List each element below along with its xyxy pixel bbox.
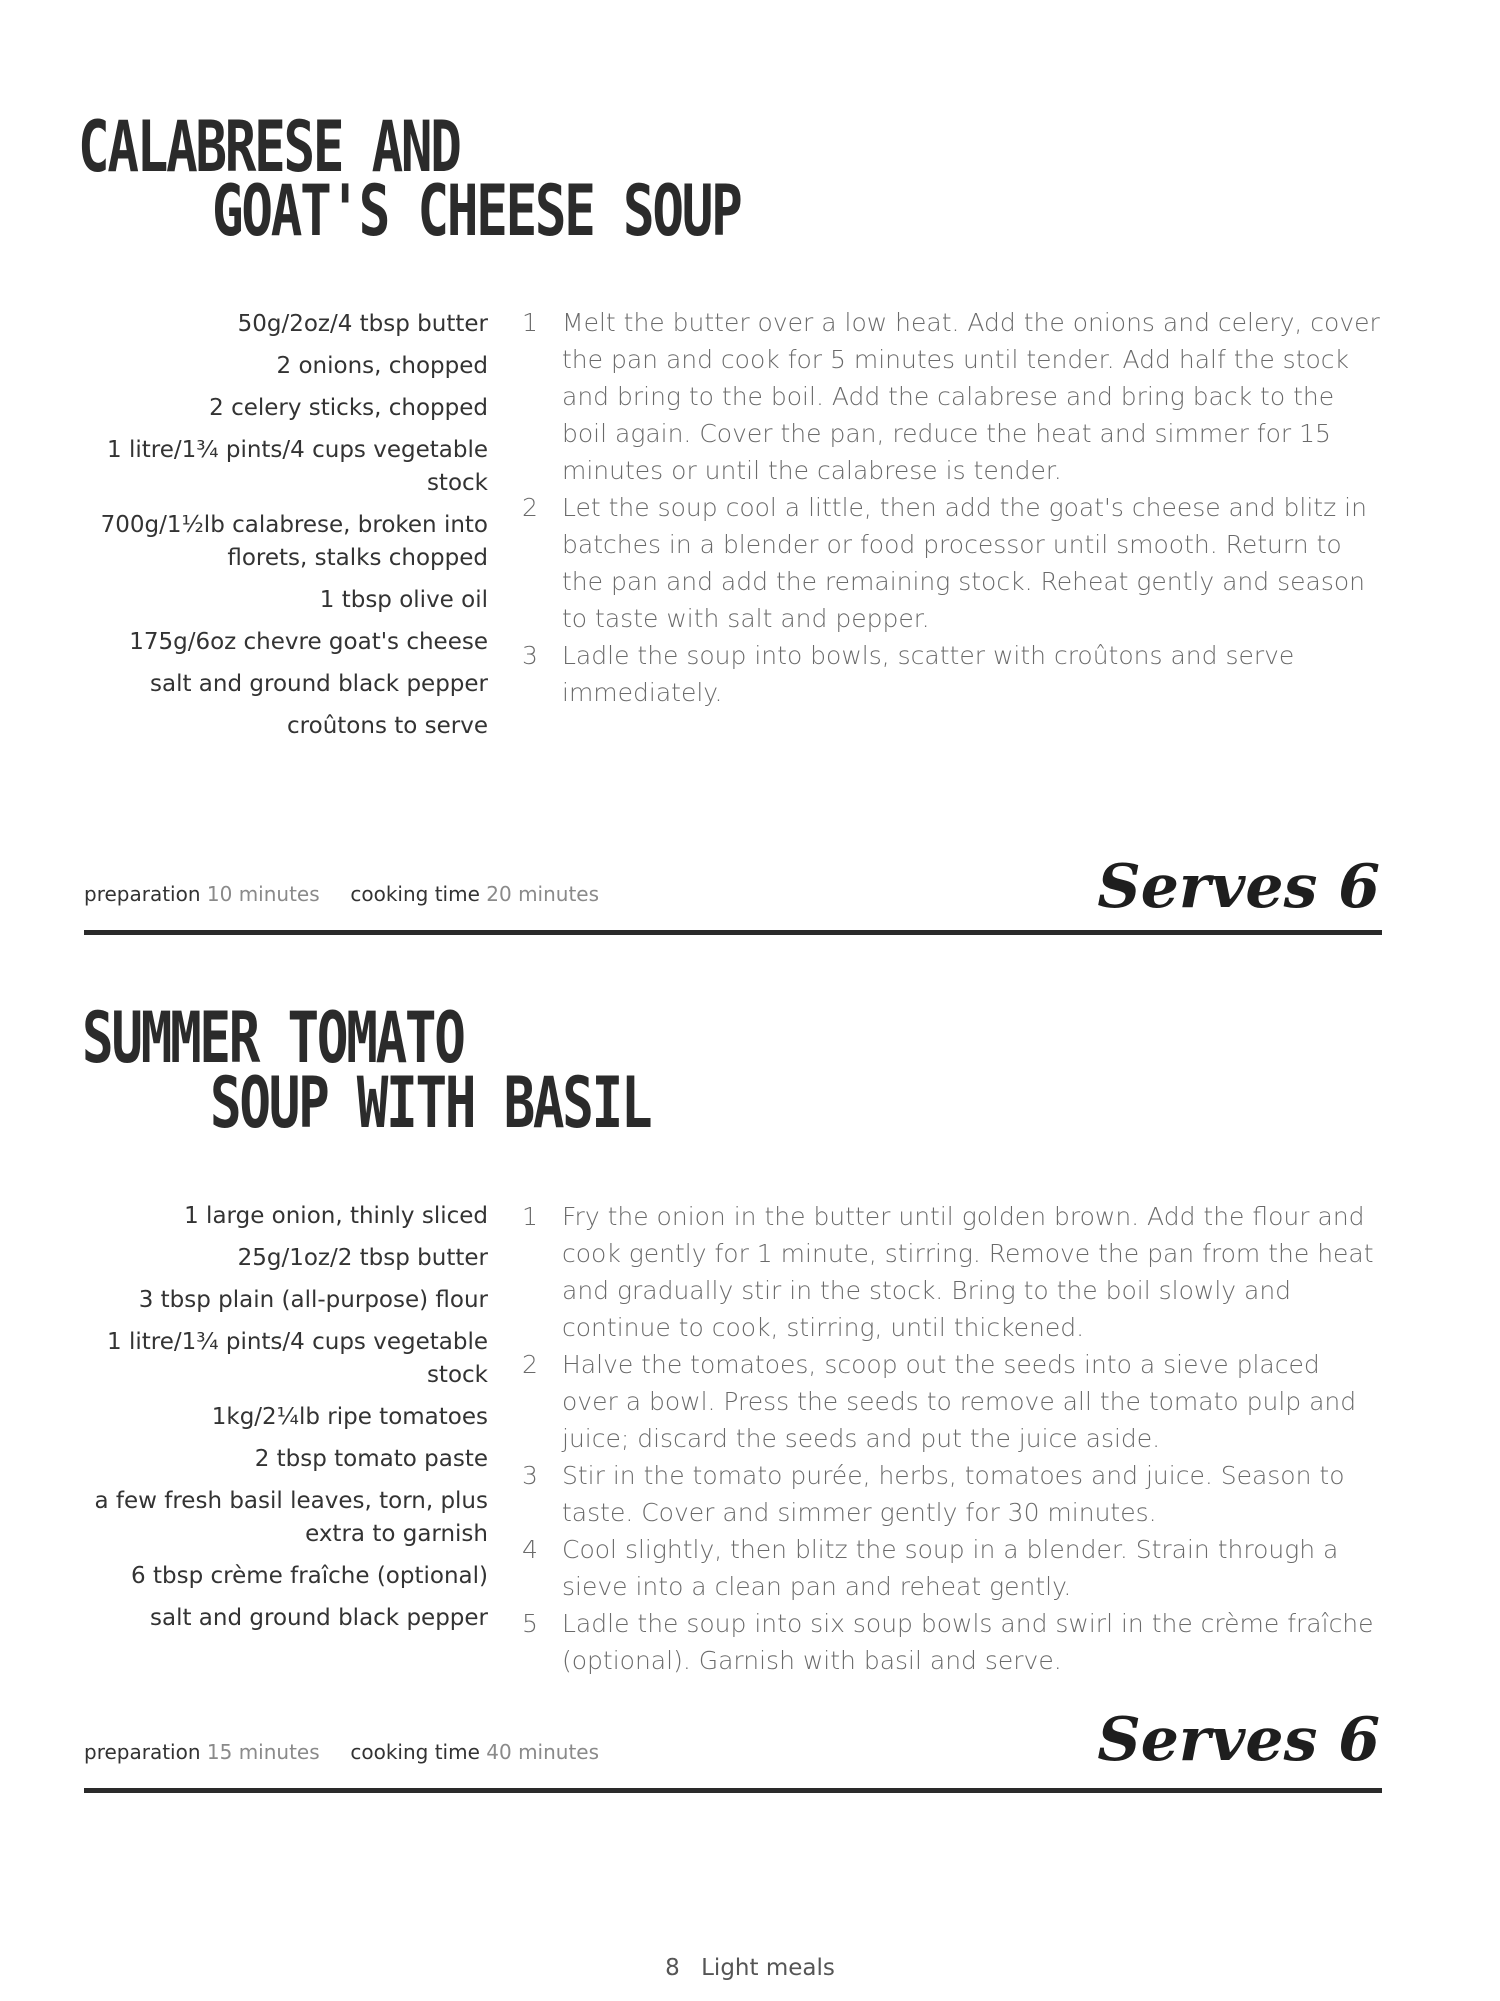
section-divider: [84, 930, 1382, 935]
ingredient-item: 175g/6oz chevre goat's cheese: [129, 629, 488, 655]
step-text: Ladle the soup into bowls, scatter with croûtons and serve immediately.: [562, 641, 1295, 707]
step-text: Halve the tomatoes, scoop out the seeds into a sieve placed over a bowl. Press the seeds to remove all the tomato pulp and juice; discard the seeds and put the juice aside.: [562, 1350, 1357, 1453]
page-number: 8: [665, 1955, 680, 1981]
step-number: 2: [522, 1350, 538, 1379]
recipe-title-line1: CALABRESE AND: [78, 106, 460, 188]
cooking-time-label: cooking time: [350, 1740, 480, 1764]
ingredient-item: croûtons to serve: [287, 713, 488, 739]
ingredient-item: 6 tbsp crème fraîche (optional): [131, 1563, 488, 1589]
ingredient-item: 1 litre/1¾ pints/4 cups vegetable stock: [107, 437, 488, 496]
preparation-label: preparation: [84, 882, 201, 906]
method-step: [522, 1605, 1382, 1679]
step-text: Cool slightly, then blitz the soup in a blender. Strain through a sieve into a clean pan and reheat gently.: [562, 1535, 1339, 1601]
recipe-calabrese-goats-cheese-soup: [0, 0, 1500, 960]
ingredient-item: salt and ground black pepper: [150, 671, 488, 697]
recipe-title-line1: SUMMER TOMATO: [82, 997, 464, 1079]
step-number: 1: [522, 1202, 538, 1231]
method-step: [522, 1531, 1382, 1605]
cooking-time-label: cooking time: [350, 882, 480, 906]
page-footer: [0, 1955, 1500, 1981]
timing-info: [84, 1740, 599, 1764]
preparation-label: preparation: [84, 1740, 201, 1764]
step-text: Stir in the tomato purée, herbs, tomatoes and juice. Season to taste. Cover and simmer gently for 30 minutes.: [562, 1461, 1345, 1527]
ingredient-item: 700g/1½lb calabrese, broken into florets, stalks chopped: [100, 512, 488, 571]
serves-count: Serves 6: [1097, 1705, 1380, 1775]
serves-count: Serves 6: [1097, 852, 1380, 922]
step-number: 2: [522, 493, 538, 522]
ingredient-item: 50g/2oz/4 tbsp butter: [237, 311, 488, 337]
step-number: 3: [522, 641, 538, 670]
method-step: [522, 489, 1382, 637]
recipe-title-line2: GOAT'S CHEESE SOUP: [212, 170, 741, 252]
ingredient-list: [70, 308, 488, 752]
method-steps: [522, 1198, 1382, 1679]
cooking-time-value: 20 minutes: [486, 882, 600, 906]
recipe-title-line2: SOUP WITH BASIL: [210, 1062, 651, 1144]
step-number: 3: [522, 1461, 538, 1490]
method-step: [522, 1198, 1382, 1346]
step-number: 4: [522, 1535, 538, 1564]
ingredient-item: 25g/1oz/2 tbsp butter: [237, 1245, 488, 1271]
ingredient-item: 1 litre/1¾ pints/4 cups vegetable stock: [107, 1329, 488, 1388]
step-number: 1: [522, 308, 538, 337]
method-step: [522, 1346, 1382, 1457]
cooking-time-value: 40 minutes: [486, 1740, 600, 1764]
timing-info: [84, 882, 599, 906]
ingredient-item: salt and ground black pepper: [150, 1605, 488, 1631]
ingredient-item: 3 tbsp plain (all-purpose) flour: [138, 1287, 488, 1313]
method-step: [522, 637, 1382, 711]
ingredient-list: [70, 1200, 488, 1644]
step-text: Let the soup cool a little, then add the goat's cheese and blitz in batches in a blender or food processor until smooth. Return to the pan and add the remaining stock. Reheat gently and season to taste with salt and pepper.: [562, 493, 1367, 633]
step-text: Melt the butter over a low heat. Add the onions and celery, cover the pan and cook for 5 minutes until tender. Add half the stock and bring to the boil. Add the calabrese and bring back to the boil again. Cover the pan, reduce the heat and simmer for 15 minutes or until the calabrese is tender.: [562, 308, 1380, 485]
preparation-value: 15 minutes: [206, 1740, 320, 1764]
ingredient-item: 2 onions, chopped: [276, 353, 488, 379]
step-text: Ladle the soup into six soup bowls and swirl in the crème fraîche (optional). Garnish with basil and serve.: [562, 1609, 1374, 1675]
ingredient-item: 1 large onion, thinly sliced: [184, 1203, 488, 1229]
ingredient-item: 1kg/2¼lb ripe tomatoes: [211, 1404, 488, 1430]
step-number: 5: [522, 1609, 538, 1638]
section-name: Light meals: [701, 1955, 835, 1981]
section-divider: [84, 1788, 1382, 1793]
ingredient-item: a few fresh basil leaves, torn, plus extra to garnish: [94, 1488, 488, 1547]
recipe-summer-tomato-soup: [0, 960, 1500, 1920]
ingredient-item: 1 tbsp olive oil: [319, 587, 488, 613]
ingredient-item: 2 celery sticks, chopped: [209, 395, 488, 421]
method-step: [522, 1457, 1382, 1531]
method-steps: [522, 304, 1382, 711]
preparation-value: 10 minutes: [206, 882, 320, 906]
method-step: [522, 304, 1382, 489]
ingredient-item: 2 tbsp tomato paste: [254, 1446, 488, 1472]
step-text: Fry the onion in the butter until golden brown. Add the flour and cook gently for 1 minute, stirring. Remove the pan from the heat and gradually stir in the stock. Bring to the boil slowly and continue to cook, stirring, until thickened.: [562, 1202, 1374, 1342]
